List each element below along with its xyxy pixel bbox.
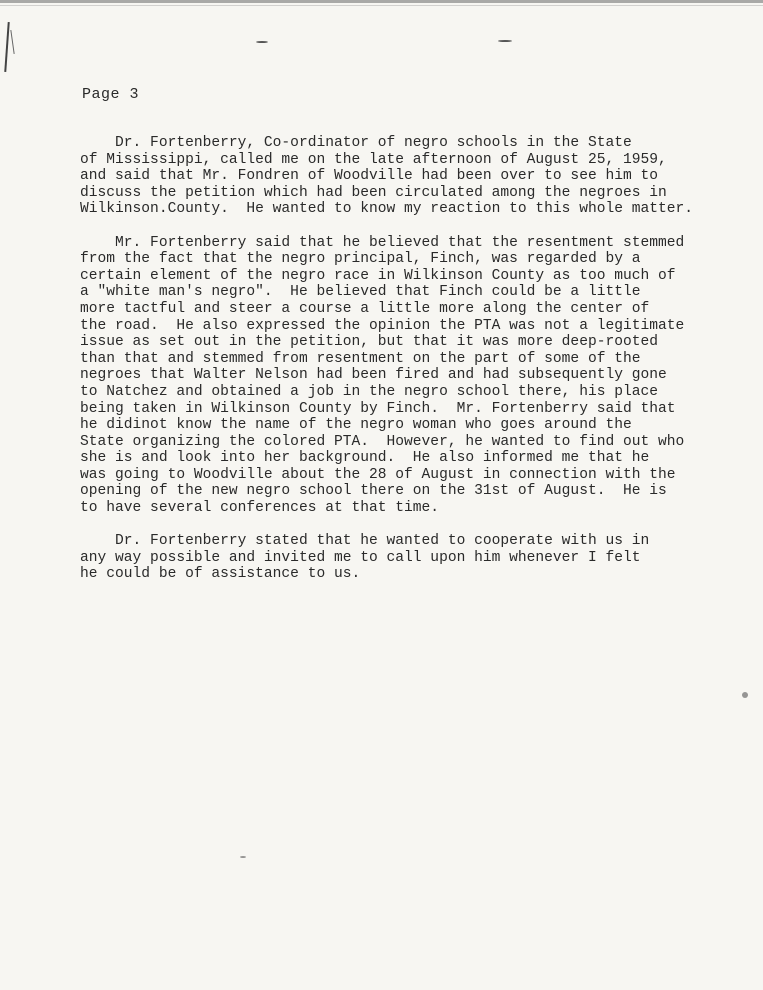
text-line: Wilkinson.County. He wanted to know my reaction to this whole matter. — [80, 201, 694, 218]
text-line: from the fact that the negro principal, Finch, was regarded by a — [80, 251, 641, 268]
paragraph-gap — [80, 517, 740, 534]
text-line: Mr. Fortenberry said that he believed that the resentment stemmed — [80, 234, 685, 251]
text-line: she is and look into her background. He also informed me that he — [80, 450, 650, 467]
scan-speck — [742, 692, 748, 698]
text-line: Dr. Fortenberry, Co-ordinator of negro schools in the State — [80, 135, 632, 151]
paragraph-1 — [80, 135, 740, 218]
text-line: of Mississippi, called me on the late afternoon of August 25, 1959, — [80, 151, 667, 168]
text-line: to Natchez and obtained a job in the negro school there, his place — [80, 383, 659, 400]
paragraph-gap — [80, 218, 740, 235]
text-line: opening of the new negro school there on the 31st of August. He is — [80, 483, 667, 500]
text-line: and said that Mr. Fondren of Woodville had been over to see him to — [80, 168, 659, 185]
scan-edge-mark — [4, 22, 9, 72]
text-line: State organizing the colored PTA. However, he wanted to find out who — [80, 433, 685, 450]
text-line: the road. He also expressed the opinion the PTA was not a legitimate — [80, 317, 685, 334]
scan-edge-mark-secondary — [10, 30, 14, 54]
text-line: discuss the petition which had been circulated among the negroes in — [80, 184, 667, 201]
text-line: any way possible and invited me to call upon him whenever I felt — [80, 549, 641, 566]
scan-speck — [498, 40, 512, 42]
text-line: a "white man's negro". He believed that Finch could be a little — [80, 284, 641, 301]
scan-top-border — [0, 0, 763, 3]
paragraph-2 — [80, 235, 740, 517]
text-line: negroes that Walter Nelson had been fired and had subsequently gone — [80, 367, 667, 384]
text-line: was going to Woodville about the 28 of August in connection with the — [80, 466, 676, 483]
text-line: to have several conferences at that time. — [80, 500, 440, 517]
document-body — [80, 135, 740, 583]
scan-speck — [256, 41, 268, 43]
text-line: issue as set out in the petition, but that it was more deep-rooted — [80, 334, 659, 351]
page-number-label: Page 3 — [82, 86, 140, 103]
text-line: certain element of the negro race in Wilkinson County as too much of — [80, 267, 676, 284]
text-line: he didinot know the name of the negro woman who goes around the — [80, 417, 632, 434]
scan-top-border-faint — [0, 5, 763, 6]
text-line: than that and stemmed from resentment on the part of some of the — [80, 350, 641, 367]
text-line: Dr. Fortenberry stated that he wanted to cooperate with us in — [80, 533, 650, 550]
text-line: he could be of assistance to us. — [80, 566, 361, 583]
text-line: more tactful and steer a course a little more along the center of — [80, 300, 650, 317]
scan-speck — [240, 856, 246, 858]
text-line: being taken in Wilkinson County by Finch. Mr. Fortenberry said that — [80, 400, 676, 417]
paragraph-3 — [80, 533, 740, 583]
